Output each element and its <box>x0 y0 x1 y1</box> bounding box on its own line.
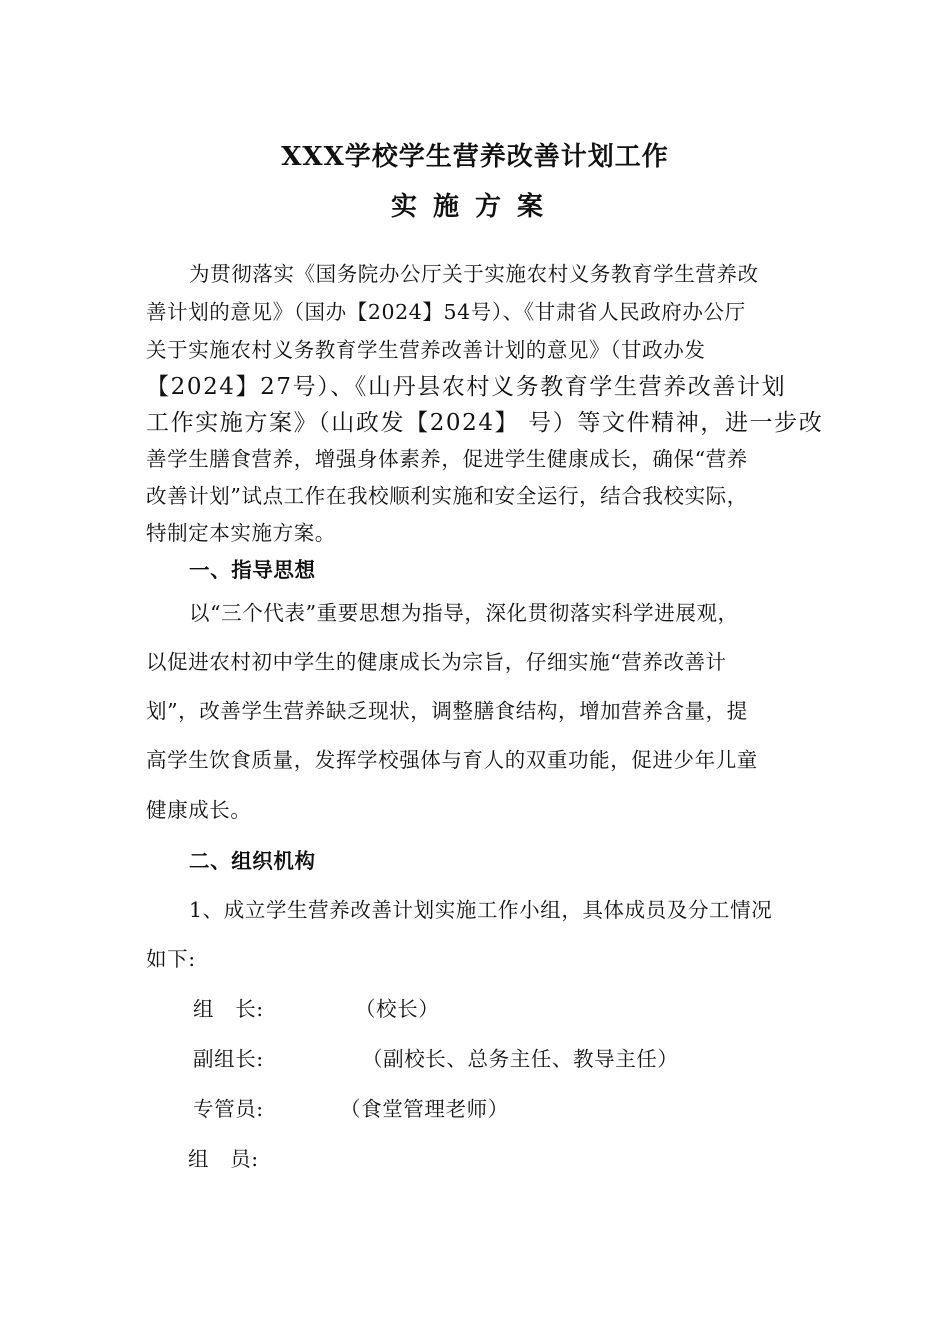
member-note-manager: （食堂管理老师） <box>340 1097 509 1121</box>
intro-line: 工作实施方案》（山政发【2024】 号）等文件精神，进一步改 <box>146 410 824 436</box>
member-role-leader: 组 长: <box>193 997 264 1021</box>
member-role-deputy-leader: 副组长: <box>193 1047 264 1071</box>
section1-line: 划”，改善学生营养缺乏现状，调整膳食结构，增加营养含量，提 <box>146 699 748 723</box>
section-heading-organization: 二、组织机构 <box>189 849 316 873</box>
document-subtitle: 实施方案 <box>390 192 559 222</box>
member-role-member: 组 员: <box>188 1147 259 1171</box>
intro-line: 善计划的意见》（国办【2024】54号）、《甘肃省人民政府办公厅 <box>146 300 746 324</box>
section2-line: 如下: <box>146 947 196 971</box>
intro-line: 关于实施农村义务教育学生营养改善计划的意见》（甘政办发 <box>146 338 706 362</box>
document-title: XXX学校学生营养改善计划工作 <box>281 142 669 172</box>
section2-line: 1、成立学生营养改善计划实施工作小组，具体成员及分工情况 <box>189 898 773 922</box>
member-role-manager: 专管员: <box>193 1097 264 1121</box>
member-note-deputy-leader: （副校长、总务主任、教导主任） <box>362 1047 679 1071</box>
intro-line: 为贯彻落实《国务院办公厅关于实施农村义务教育学生营养改 <box>189 262 759 286</box>
intro-line: 【2024】27号）、《山丹县农村义务教育学生营养改善计划 <box>146 374 787 400</box>
intro-line: 善学生膳食营养，增强身体素养，促进学生健康成长，确保“营养 <box>146 447 748 471</box>
section1-line: 以促进农村初中学生的健康成长为宗旨，仔细实施“营养改善计 <box>146 650 727 674</box>
member-note-leader: （校长） <box>355 997 440 1021</box>
intro-line: 改善计划”试点工作在我校顺利实施和安全运行，结合我校实际， <box>146 484 748 508</box>
section1-line: 以“三个代表”重要思想为指导，深化贯彻落实科学进展观， <box>189 601 739 625</box>
section1-line: 高学生饮食质量，发挥学校强体与育人的双重功能，促进少年儿童 <box>146 748 758 772</box>
section-heading-guiding-ideology: 一、指导思想 <box>189 558 316 582</box>
intro-line: 特制定本实施方案。 <box>146 521 336 545</box>
section1-line: 健康成长。 <box>146 798 252 822</box>
